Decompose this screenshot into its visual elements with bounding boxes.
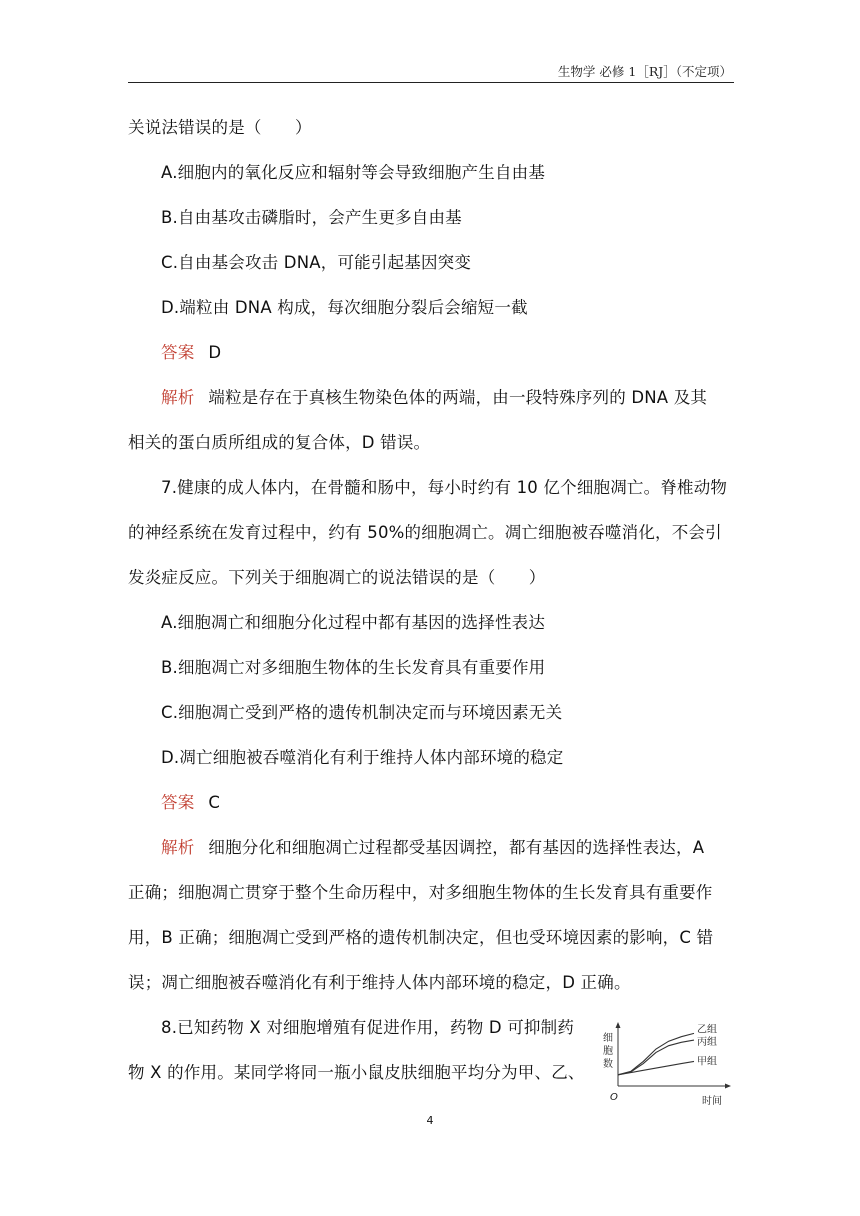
y-axis-arrow <box>616 1022 621 1028</box>
cell-count-chart <box>598 1022 734 1108</box>
answer-value: C <box>208 793 221 812</box>
series-label-3: 甲组 <box>697 1056 717 1068</box>
header-title: 生物学 必修 1［RJ］（不定项） <box>557 64 732 79</box>
y-axis-label <box>603 1032 613 1070</box>
q6-stem-tail: 关说法错误的是（ ） <box>128 118 312 137</box>
series-line-2 <box>618 1040 694 1075</box>
origin-label: O <box>610 1092 618 1103</box>
answer-label: 答案 <box>161 343 195 362</box>
analysis-label: 解析 <box>161 388 195 407</box>
q7-analysis-line-4: 误；凋亡细胞被吞噬消化有利于维持人体内部环境的稳定，D 正确。 <box>128 973 631 992</box>
x-axis-label: 时间 <box>702 1096 722 1107</box>
x-axis-arrow <box>725 1084 731 1089</box>
series-label-2: 丙组 <box>697 1037 717 1049</box>
q7-option-d: D.凋亡细胞被吞噬消化有利于维持人体内部环境的稳定 <box>161 748 564 767</box>
q7-analysis-line-3: 用，B 正确；细胞凋亡受到严格的遗传机制决定，但也受环境因素的影响，C 错 <box>128 928 714 947</box>
q6-option-b: B.自由基攻击磷脂时，会产生更多自由基 <box>161 208 462 227</box>
series-line-3 <box>618 1061 694 1074</box>
q6-analysis-line-1 <box>161 387 734 409</box>
q6-option-c: C.自由基会攻击 DNA，可能引起基因突变 <box>161 253 472 272</box>
q6-analysis-line-2: 相关的蛋白质所组成的复合体，D 错误。 <box>128 433 431 452</box>
answer-value: D <box>208 343 222 362</box>
page-number: 4 <box>426 1114 434 1127</box>
q7-analysis-line-1 <box>161 837 734 859</box>
series-layer <box>618 1023 717 1074</box>
q7-option-a: A.细胞凋亡和细胞分化过程中都有基因的选择性表达 <box>161 613 546 632</box>
analysis-label: 解析 <box>161 838 195 857</box>
y-label-char: 胞 <box>603 1046 613 1057</box>
q8-stem-line-2: 物 X 的作用。某同学将同一瓶小鼠皮肤细胞平均分为甲、乙、 <box>128 1063 585 1082</box>
q7-stem-line-1: 7.健康的成人体内，在骨髓和肠中，每小时约有 10 亿个细胞凋亡。脊椎动物 <box>161 478 728 497</box>
q7-option-c: C.细胞凋亡受到严格的遗传机制决定而与环境因素无关 <box>161 703 563 722</box>
page-header <box>128 58 734 83</box>
series-label-1: 乙组 <box>697 1024 717 1036</box>
q6-option-a: A.细胞内的氧化反应和辐射等会导致细胞产生自由基 <box>161 163 546 182</box>
analysis-text: 端粒是存在于真核生物染色体的两端，由一段特殊序列的 DNA 及其 <box>208 388 708 407</box>
analysis-text: 细胞分化和细胞凋亡过程都受基因调控，都有基因的选择性表达，A <box>208 838 705 857</box>
y-label-char: 细 <box>603 1033 613 1044</box>
q6-answer <box>161 342 734 364</box>
q7-answer <box>161 792 734 814</box>
q7-stem-line-2: 的神经系统在发育过程中，约有 50%的细胞凋亡。凋亡细胞被吞噬消化，不会引 <box>128 523 722 542</box>
y-label-char: 数 <box>603 1059 613 1070</box>
q8-stem-line-1: 8.已知药物 X 对细胞增殖有促进作用，药物 D 可抑制药 <box>161 1018 575 1037</box>
q7-option-b: B.细胞凋亡对多细胞生物体的生长发育具有重要作用 <box>161 658 546 677</box>
q6-option-d: D.端粒由 DNA 构成，每次细胞分裂后会缩短一截 <box>161 298 528 317</box>
q7-analysis-line-2: 正确；细胞凋亡贯穿于整个生命历程中，对多细胞生物体的生长发育具有重要作 <box>128 883 713 902</box>
answer-label: 答案 <box>161 793 195 812</box>
q7-stem-line-3: 发炎症反应。下列关于细胞凋亡的说法错误的是（ ） <box>128 568 546 587</box>
